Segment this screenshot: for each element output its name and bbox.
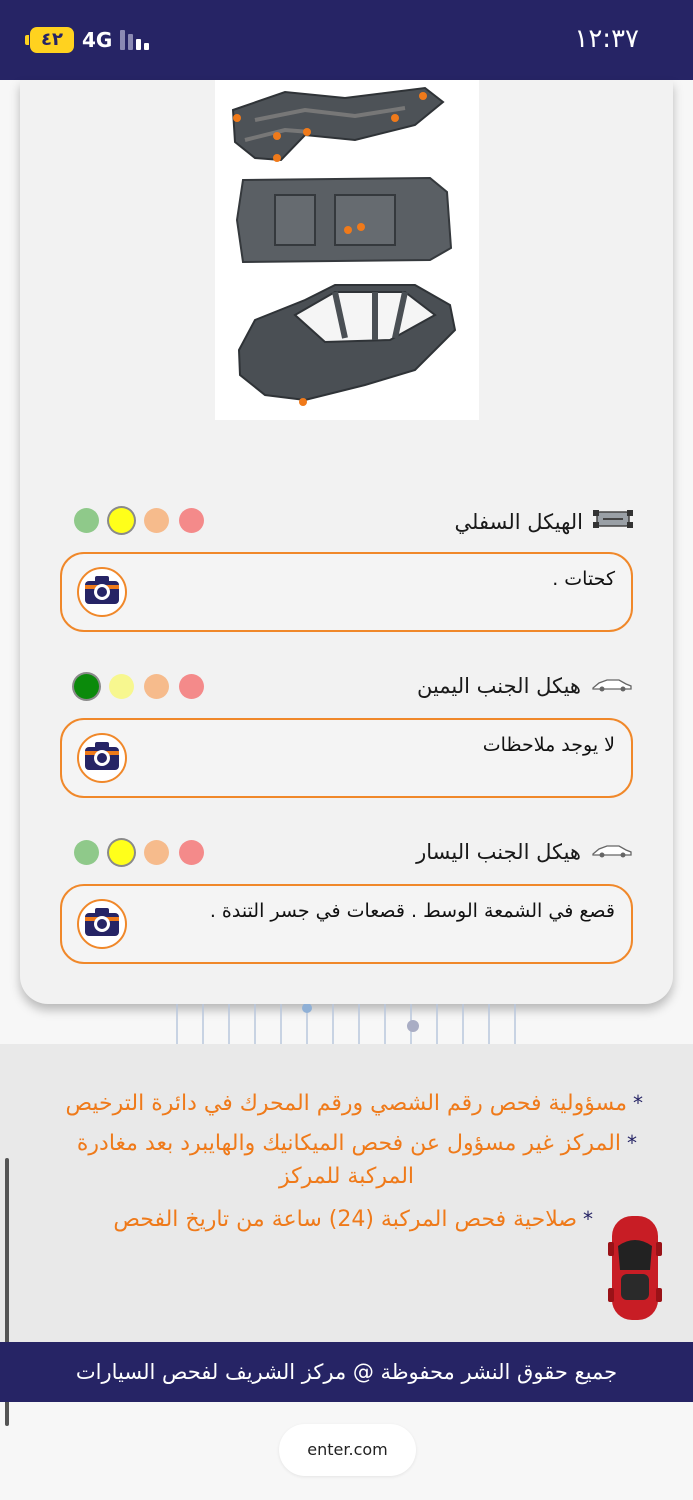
note-text: قصع في الشمعة الوسط . قصعات في جسر التندة . bbox=[209, 900, 615, 922]
condition-dot-yellow[interactable] bbox=[109, 840, 134, 865]
condition-dot-red[interactable] bbox=[179, 508, 204, 533]
rule-text: المركز غير مسؤول عن فحص الميكانيك والهايبرد بعد مغادرة bbox=[76, 1131, 621, 1156]
chassis-icon bbox=[593, 508, 633, 535]
rule-3 bbox=[113, 1202, 593, 1237]
condition-dot-yellow[interactable] bbox=[109, 674, 134, 699]
note-box-left-side bbox=[60, 884, 633, 964]
section-label: هيكل الجنب اليسار bbox=[416, 840, 581, 864]
note-box-right-side bbox=[60, 718, 633, 798]
battery-icon: ٤٢ bbox=[30, 27, 74, 53]
rule-text: مسؤولية فحص رقم الشصي ورقم المحرك في دائرة الترخيص bbox=[65, 1091, 627, 1116]
status-bar bbox=[0, 0, 693, 80]
condition-selector-underbody bbox=[74, 508, 204, 533]
note-text: كحتات . bbox=[552, 568, 615, 590]
camera-icon bbox=[84, 741, 120, 775]
camera-button[interactable] bbox=[77, 899, 127, 949]
condition-dot-green[interactable] bbox=[74, 840, 99, 865]
rule-1 bbox=[65, 1086, 643, 1121]
asterisk: * bbox=[633, 1091, 643, 1115]
camera-icon bbox=[84, 907, 120, 941]
asterisk: * bbox=[583, 1207, 593, 1231]
signal-icon bbox=[120, 30, 149, 50]
status-indicators bbox=[30, 27, 149, 53]
camera-button[interactable] bbox=[77, 733, 127, 783]
section-label: الهيكل السفلي bbox=[454, 509, 583, 534]
car-side-icon bbox=[591, 674, 633, 698]
rule-text: صلاحية فحص المركبة (24) ساعة من تاريخ الفحص bbox=[113, 1207, 577, 1232]
chassis-diagram-image bbox=[215, 80, 479, 420]
inspection-card bbox=[20, 80, 673, 1004]
condition-selector-left-side bbox=[74, 840, 204, 865]
condition-dot-orange[interactable] bbox=[144, 840, 169, 865]
car-side-icon bbox=[591, 840, 633, 864]
camera-icon bbox=[84, 575, 120, 609]
url-bar[interactable]: enter.com bbox=[279, 1424, 416, 1476]
camera-button[interactable] bbox=[77, 567, 127, 617]
note-box-underbody bbox=[60, 552, 633, 632]
asterisk: * bbox=[627, 1131, 637, 1155]
condition-dot-red[interactable] bbox=[179, 840, 204, 865]
condition-dot-orange[interactable] bbox=[144, 674, 169, 699]
rule-2 bbox=[77, 1126, 637, 1161]
status-time: ١٢:٣٧ bbox=[574, 24, 639, 54]
condition-dot-orange[interactable] bbox=[144, 508, 169, 533]
copyright-bar: جميع حقوق النشر محفوظة @ مركز الشريف لفحص السيارات bbox=[0, 1342, 693, 1402]
rule-text: المركبة للمركز bbox=[278, 1164, 415, 1189]
network-type: 4G bbox=[82, 28, 113, 52]
condition-selector-right-side bbox=[74, 674, 204, 699]
condition-dot-green[interactable] bbox=[74, 508, 99, 533]
condition-dot-red[interactable] bbox=[179, 674, 204, 699]
section-title-right-side bbox=[417, 674, 633, 698]
section-label: هيكل الجنب اليمين bbox=[416, 674, 581, 698]
red-car-illustration bbox=[606, 1212, 664, 1324]
condition-dot-yellow[interactable] bbox=[109, 508, 134, 533]
section-title-left-side bbox=[416, 840, 633, 864]
section-title-underbody bbox=[455, 508, 633, 535]
condition-dot-green[interactable] bbox=[74, 674, 99, 699]
note-text: لا يوجد ملاحظات bbox=[482, 734, 615, 756]
decorative-grid bbox=[175, 1004, 520, 1044]
rule-2-continued bbox=[0, 1160, 693, 1194]
